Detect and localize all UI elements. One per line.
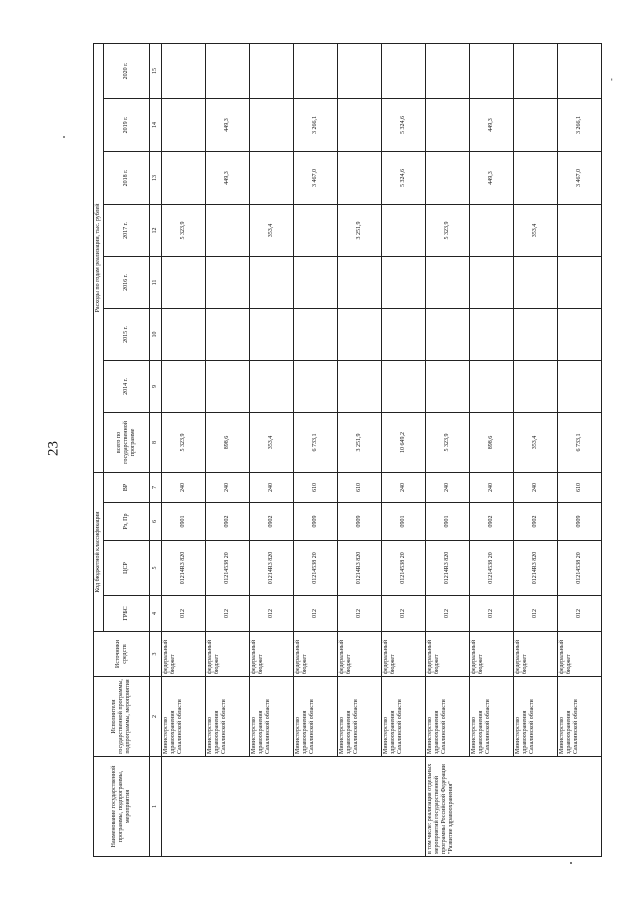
cell-grbs: 012: [250, 596, 294, 632]
header-year-col: 2020 г.: [104, 43, 150, 98]
cell-y2020: [514, 43, 558, 98]
header-total: всего по государственной программе: [104, 412, 150, 472]
column-number: 2: [150, 677, 162, 757]
table-row: [558, 43, 602, 856]
cell-total: 6 733,1: [294, 412, 338, 472]
cell-csr: 01214R3 820: [514, 541, 558, 596]
cell-y2016: [338, 256, 382, 308]
cell-y2016: [558, 256, 602, 308]
header-code-col: Рз, Пр: [104, 503, 150, 541]
header-year-col: 2014 г.: [104, 360, 150, 412]
cell-y2020: [294, 43, 338, 98]
header-code-col: ВР: [104, 472, 150, 502]
corner-mark: -: [606, 78, 616, 81]
cell-grbs: 012: [558, 596, 602, 632]
cell-y2018: 3 467,0: [294, 151, 338, 204]
table-row: [162, 43, 206, 856]
cell-y2017: 5 323,9: [426, 204, 470, 256]
cell-source: федеральный бюджет: [206, 632, 250, 677]
cell-y2020: [382, 43, 426, 98]
cell-csr: 01214538 20: [382, 541, 426, 596]
cell-y2020: [470, 43, 514, 98]
cell-y2015: [426, 308, 470, 360]
cell-source: федеральный бюджет: [250, 632, 294, 677]
cell-y2015: [470, 308, 514, 360]
cell-y2018: 3 467,0: [558, 151, 602, 204]
cell-rz: 0909: [338, 503, 382, 541]
cell-y2020: [162, 43, 206, 98]
header-year-col: 2015 г.: [104, 308, 150, 360]
executor-cell: Министерство здравоохранения Сахалинской области: [206, 677, 250, 757]
page-number: 23: [45, 441, 62, 456]
cell-y2017: 5 323,9: [162, 204, 206, 256]
cell-y2018: [514, 151, 558, 204]
cell-y2015: [206, 308, 250, 360]
header-code-col: ЦСР: [104, 541, 150, 596]
cell-vr: 610: [294, 472, 338, 502]
cell-source: федеральный бюджет: [294, 632, 338, 677]
cell-csr: 01214R3 820: [338, 541, 382, 596]
table-row: [514, 43, 558, 856]
cell-y2014: [206, 360, 250, 412]
executor-cell: Министерство здравоохранения Сахалинской области: [382, 677, 426, 757]
executor-cell: Министерство здравоохранения Сахалинской области: [470, 677, 514, 757]
cell-rz: 0902: [470, 503, 514, 541]
column-number: 5: [150, 541, 162, 596]
cell-rz: 0902: [206, 503, 250, 541]
column-number: 8: [150, 412, 162, 472]
cell-y2019: 5 324,6: [382, 98, 426, 151]
cell-grbs: 012: [382, 596, 426, 632]
cell-y2018: 5 324,6: [382, 151, 426, 204]
header-budget-code: Код бюджетной классификации: [94, 472, 104, 631]
cell-y2018: [162, 151, 206, 204]
cell-vr: 240: [470, 472, 514, 502]
cell-rz: 0909: [558, 503, 602, 541]
cell-source: федеральный бюджет: [338, 632, 382, 677]
cell-y2014: [250, 360, 294, 412]
header-program-name: Наименование государственной программы, подпрограммы, мероприятия: [94, 757, 150, 857]
table-row: [250, 43, 294, 856]
column-number: 10: [150, 308, 162, 360]
cell-y2016: [514, 256, 558, 308]
cell-grbs: 012: [338, 596, 382, 632]
cell-y2014: [514, 360, 558, 412]
cell-y2016: [206, 256, 250, 308]
cell-rz: 0902: [250, 503, 294, 541]
cell-total: 353,4: [250, 412, 294, 472]
cell-y2017: [294, 204, 338, 256]
column-number: 11: [150, 256, 162, 308]
cell-total: 898,6: [206, 412, 250, 472]
cell-grbs: 012: [426, 596, 470, 632]
cell-y2019: 3 266,1: [294, 98, 338, 151]
column-number: 14: [150, 98, 162, 151]
cell-y2018: [338, 151, 382, 204]
cell-y2019: [162, 98, 206, 151]
cell-csr: 01214R3 820: [426, 541, 470, 596]
cell-csr: 01214R3 820: [250, 541, 294, 596]
cell-y2014: [294, 360, 338, 412]
cell-total: 10 649,2: [382, 412, 426, 472]
cell-y2017: [470, 204, 514, 256]
cell-rz: 0902: [514, 503, 558, 541]
cell-vr: 240: [162, 472, 206, 502]
cell-source: федеральный бюджет: [382, 632, 426, 677]
cell-y2015: [382, 308, 426, 360]
cell-y2020: [206, 43, 250, 98]
table-row: [382, 43, 426, 856]
cell-total: 6 733,1: [558, 412, 602, 472]
cell-y2017: [206, 204, 250, 256]
cell-y2016: [470, 256, 514, 308]
cell-y2015: [250, 308, 294, 360]
cell-source: федеральный бюджет: [426, 632, 470, 677]
cell-y2018: 449,3: [470, 151, 514, 204]
cell-total: 353,4: [514, 412, 558, 472]
cell-y2019: 449,3: [470, 98, 514, 151]
cell-vr: 610: [338, 472, 382, 502]
cell-vr: 240: [250, 472, 294, 502]
cell-vr: 240: [514, 472, 558, 502]
cell-y2014: [558, 360, 602, 412]
header-year-col: 2018 г.: [104, 151, 150, 204]
cell-y2014: [338, 360, 382, 412]
cell-y2015: [558, 308, 602, 360]
cell-y2017: 353,4: [250, 204, 294, 256]
executor-cell: Министерство здравоохранения Сахалинской области: [250, 677, 294, 757]
cell-y2017: [382, 204, 426, 256]
scan-speck: [63, 136, 65, 138]
column-number: 6: [150, 503, 162, 541]
cell-y2014: [162, 360, 206, 412]
column-number: 9: [150, 360, 162, 412]
table-row: [470, 43, 514, 856]
cell-y2016: [250, 256, 294, 308]
cell-y2016: [382, 256, 426, 308]
header-year-col: 2017 г.: [104, 204, 150, 256]
cell-y2019: 3 266,1: [558, 98, 602, 151]
executor-cell: Министерство здравоохранения Сахалинской области: [162, 677, 206, 757]
cell-y2017: [558, 204, 602, 256]
cell-y2016: [162, 256, 206, 308]
executor-cell: Министерство здравоохранения Сахалинской области: [338, 677, 382, 757]
cell-y2020: [250, 43, 294, 98]
header-code-col: ГРБС: [104, 596, 150, 632]
executor-cell: Министерство здравоохранения Сахалинской области: [514, 677, 558, 757]
cell-y2019: [250, 98, 294, 151]
header-expenses: Расходы по годам реализации, тыс. рублей: [94, 43, 104, 472]
column-number: 12: [150, 204, 162, 256]
cell-y2018: 449,3: [206, 151, 250, 204]
cell-total: 3 251,9: [338, 412, 382, 472]
cell-source: федеральный бюджет: [162, 632, 206, 677]
column-number: 4: [150, 596, 162, 632]
rotated-table-wrapper: [93, 44, 590, 857]
cell-y2014: [426, 360, 470, 412]
header-executor: Исполнители государственной программы, подпрограммы, мероприятия: [94, 677, 150, 757]
header-year-col: 2019 г.: [104, 98, 150, 151]
cell-y2017: 3 251,9: [338, 204, 382, 256]
scan-speck: [570, 862, 572, 864]
cell-rz: 0901: [162, 503, 206, 541]
cell-rz: 0901: [426, 503, 470, 541]
cell-grbs: 012: [514, 596, 558, 632]
cell-csr: 01214R3 820: [162, 541, 206, 596]
header-source: Источники средств: [94, 632, 150, 677]
cell-y2016: [294, 256, 338, 308]
column-numbers-row: [150, 43, 162, 856]
cell-y2015: [294, 308, 338, 360]
cell-y2019: 449,3: [206, 98, 250, 151]
executor-cell: Министерство здравоохранения Сахалинской области: [426, 677, 470, 757]
cell-source: федеральный бюджет: [470, 632, 514, 677]
cell-vr: 240: [382, 472, 426, 502]
table-row: [294, 43, 338, 856]
cell-source: федеральный бюджет: [558, 632, 602, 677]
cell-y2017: 353,4: [514, 204, 558, 256]
cell-y2015: [514, 308, 558, 360]
cell-y2014: [470, 360, 514, 412]
cell-y2020: [426, 43, 470, 98]
cell-grbs: 012: [162, 596, 206, 632]
cell-y2020: [558, 43, 602, 98]
budget-table: [93, 43, 602, 857]
program-name-cell: [162, 757, 426, 857]
cell-y2020: [338, 43, 382, 98]
table-row: [426, 43, 470, 856]
cell-y2019: [426, 98, 470, 151]
cell-y2019: [338, 98, 382, 151]
cell-csr: 01214538 20: [206, 541, 250, 596]
cell-y2014: [382, 360, 426, 412]
executor-cell: Министерство здравоохранения Сахалинской области: [558, 677, 602, 757]
table-row: [206, 43, 250, 856]
cell-csr: 01214538 20: [558, 541, 602, 596]
cell-vr: 610: [558, 472, 602, 502]
cell-y2015: [162, 308, 206, 360]
cell-rz: 0901: [382, 503, 426, 541]
column-number: 3: [150, 632, 162, 677]
column-number: 7: [150, 472, 162, 502]
cell-vr: 240: [206, 472, 250, 502]
cell-csr: 01214538 20: [470, 541, 514, 596]
cell-y2018: [250, 151, 294, 204]
cell-y2015: [338, 308, 382, 360]
cell-rz: 0909: [294, 503, 338, 541]
cell-grbs: 012: [206, 596, 250, 632]
cell-grbs: 012: [294, 596, 338, 632]
cell-y2019: [514, 98, 558, 151]
executor-cell: Министерство здравоохранения Сахалинской области: [294, 677, 338, 757]
column-number: 15: [150, 43, 162, 98]
cell-grbs: 012: [470, 596, 514, 632]
table-body: [150, 43, 602, 856]
column-number: 13: [150, 151, 162, 204]
table-row: [338, 43, 382, 856]
group-label-cell: в том числе: реализация отдельных мероприятий государственной программы Российской Федерации "Развитие здравоохранения": [426, 757, 602, 857]
cell-source: федеральный бюджет: [514, 632, 558, 677]
cell-total: 898,6: [470, 412, 514, 472]
cell-total: 5 323,9: [162, 412, 206, 472]
cell-total: 5 323,9: [426, 412, 470, 472]
cell-y2016: [426, 256, 470, 308]
cell-vr: 240: [426, 472, 470, 502]
cell-y2018: [426, 151, 470, 204]
column-number: 1: [150, 757, 162, 857]
cell-csr: 01214538 20: [294, 541, 338, 596]
header-year-col: 2016 г.: [104, 256, 150, 308]
